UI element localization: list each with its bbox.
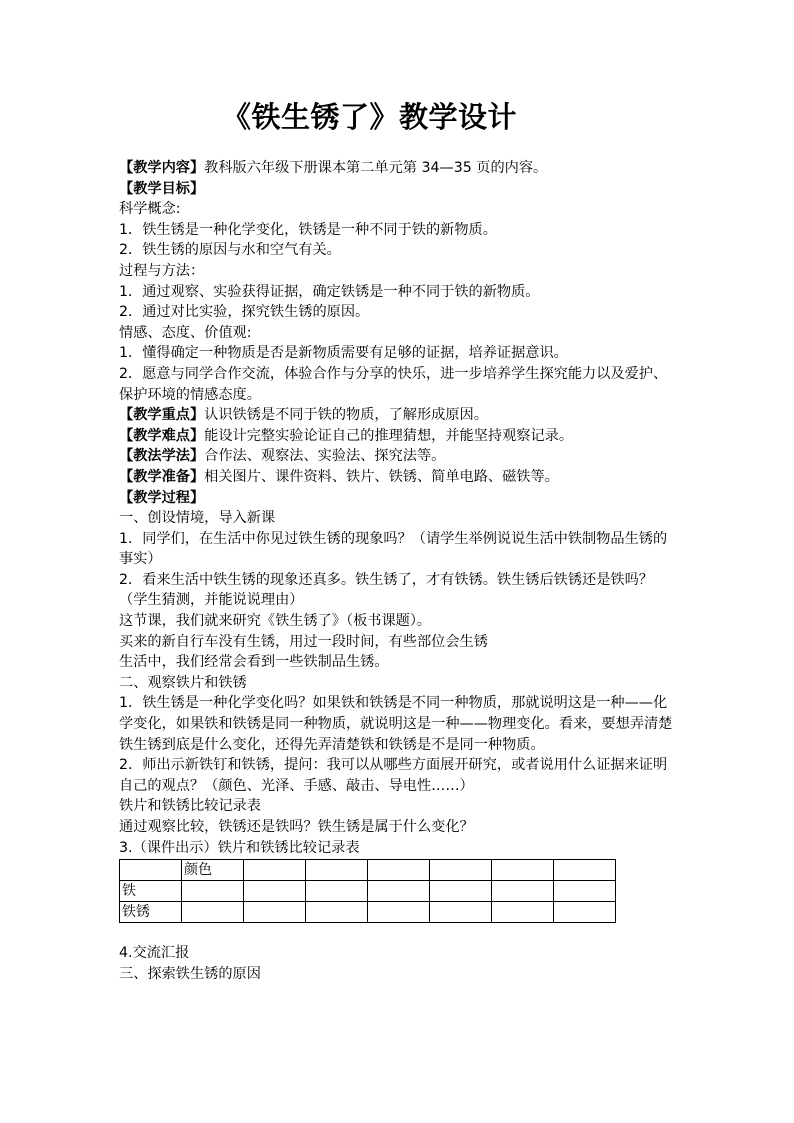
concept-item-2: 2．铁生锈的原因与水和空气有关。 [119,242,341,259]
process-label: 【教学过程】 [119,489,205,506]
methods-line [119,446,679,467]
teaching-content-text: 教科版六年级下册课本第二单元第 34—35 页的内容。 [204,160,548,176]
table-cell [368,860,430,881]
table-cell [492,860,554,881]
process-item-2: 2．通过对比实验，探究铁生锈的原因。 [119,304,370,321]
table-cell [306,881,368,902]
table-cell [492,881,554,902]
table-cell [306,860,368,881]
table-header-row [120,860,616,881]
table-cell [430,902,492,923]
table-row-rust [120,902,616,923]
emotion-item-2: 2．愿意与同学合作交流，体验合作与分享的快乐，进一步培养学生探究能力以及爱护、保护环境的情感态度。 [119,365,668,403]
table-cell [244,902,306,923]
section-1-line-3: 这节课，我们就来研究《铁生锈了》（板书课题）。 [119,613,432,630]
section-2-line-5: 3.（课件出示）铁片和铁锈比较记录表 [119,839,360,856]
table-cell [430,860,492,881]
preparation-line [119,467,679,488]
methods-label: 【教法学法】 [119,448,205,465]
emotion-values-heading: 情感、态度、价值观: [119,324,252,341]
key-points-line [119,405,679,426]
table-cell [368,902,430,923]
section-1-heading: 一、创设情境，导入新课 [119,510,276,527]
objectives-label: 【教学目标】 [119,180,205,197]
table-cell [182,902,244,923]
difficulty-label: 【教学难点】 [119,427,205,444]
section-2-item-2: 2．师出示新铁钉和铁锈，提问：我可以从哪些方面展开研究，或者说用什么证据来证明自己的观点？（颜色、光泽、手感、敲击、导电性……） [119,757,668,794]
key-points-text: 认识铁锈是不同于铁的物质，了解形成原因。 [204,407,488,424]
table-cell [244,860,306,881]
concept-item-1: 1．铁生锈是一种化学变化，铁锈是一种不同于铁的新物质。 [119,221,497,238]
table-cell [492,902,554,923]
methods-text: 合作法、观察法、实验法、探究法等。 [204,448,446,465]
process-methods-heading: 过程与方法： [119,262,205,279]
preparation-label: 【教学准备】 [119,468,205,485]
table-row-label-rust: 铁锈 [120,902,182,923]
preparation-text: 相关图片、课件资料、铁片、铁锈、简单电路、磁铁等。 [204,468,559,485]
table-cell [554,881,616,902]
table-cell [120,860,182,881]
table-header-color: 颜色 [182,860,244,881]
teaching-content-label: 【教学内容】 [119,160,205,176]
section-2-line-3: 铁片和铁锈比较记录表 [119,798,261,815]
emotion-item-1: 1．懂得确定一种物质是否是新物质需要有足够的证据，培养证据意识。 [119,345,568,362]
table-row-iron [120,881,616,902]
process-item-1: 1．通过观察、实验获得证据，确定铁锈是一种不同于铁的新物质。 [119,283,540,300]
section-3-heading: 三、探索铁生锈的原因 [119,965,261,982]
table-row-label-iron: 铁 [120,881,182,902]
table-cell [430,881,492,902]
section-2-item-4: 4.交流汇报 [119,945,190,962]
section-1-item-1: 1．同学们，在生活中你见过铁生锈的现象吗？（请学生举例说说生活中铁制物品生锈的事实） [119,530,668,568]
comparison-table [119,859,616,923]
document-title: 《铁生锈了》教学设计 [222,100,518,134]
table-cell [306,902,368,923]
document-body [119,158,679,984]
difficulty-text: 能设计完整实验论证自己的推理猜想，并能坚持观察记录。 [204,427,574,444]
table-cell [244,881,306,902]
spacer [119,923,679,943]
section-2-heading: 二、观察铁片和铁锈 [119,674,247,691]
section-1-item-2: 2．看来生活中铁生锈的现象还真多。铁生锈了，才有铁锈。铁生锈后铁锈还是铁吗？（学生猜测，并能说说理由） [119,571,653,609]
teaching-content-line [119,158,679,179]
section-1-line-5: 生活中，我们经常会看到一些铁制品生锈。 [119,654,389,671]
table-cell [182,881,244,902]
table-cell [554,860,616,881]
key-points-label: 【教学重点】 [119,407,205,424]
section-2-line-4: 通过观察比较，铁锈还是铁吗？铁生锈是属于什么变化？ [119,819,474,835]
section-2-item-1: 1．铁生锈是一种化学变化吗？如果铁和铁锈是不同一种物质，那就说明这是一种——化学变化，如果铁和铁锈是同一种物质，就说明这是一种——物理变化。看来，要想弄清楚铁生锈到底是什么变化，还得先弄清楚铁和铁锈是不是同一种物质。 [119,695,673,753]
difficulty-line [119,426,679,447]
section-1-line-4: 买来的新自行车没有生锈，用过一段时间，有些部位会生锈 [119,633,488,650]
table-cell [554,902,616,923]
table-cell [368,881,430,902]
science-concepts-heading: 科学概念: [119,201,181,218]
